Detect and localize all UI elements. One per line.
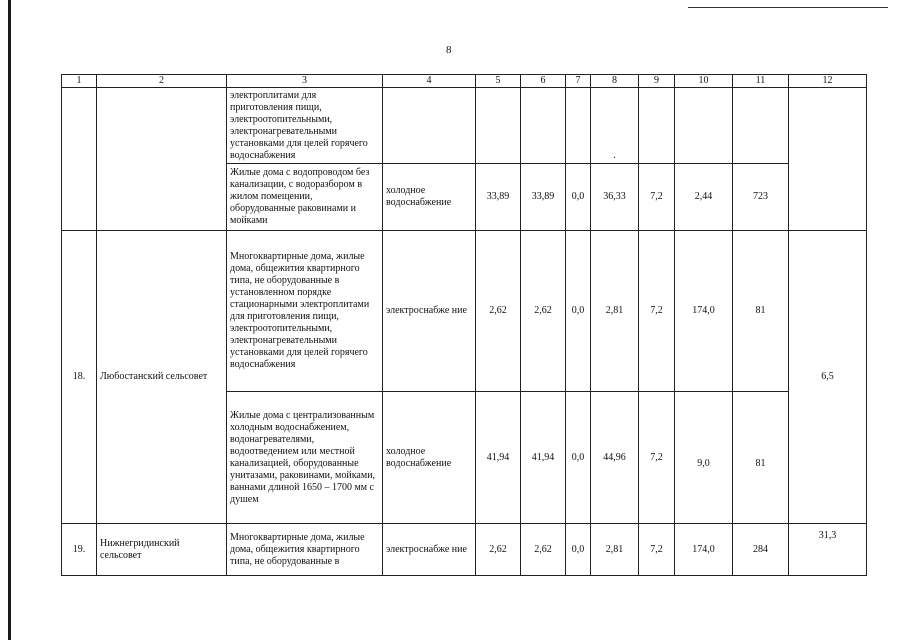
value-cell: 9,0	[675, 392, 733, 524]
header-cell: 1	[62, 75, 97, 88]
value-cell: 81	[733, 231, 789, 392]
value-cell: .	[591, 88, 639, 164]
value-cell	[675, 88, 733, 164]
housing-description: Жилые дома с водопроводом без канализации, с водоразбором в жилом помещении, оборудованные раковинами и мойками	[227, 164, 383, 231]
municipality-cell: Любостанский сельсовет	[97, 231, 227, 524]
header-cell: 12	[789, 75, 867, 88]
value-cell: 41,94	[476, 392, 521, 524]
row-number-cell: 19.	[62, 524, 97, 576]
housing-description: Многоквартирные дома, жилые дома, общежития квартирного типа, не оборудованные в	[227, 524, 383, 576]
value-cell: 2,81	[591, 231, 639, 392]
value-cell: 174,0	[675, 231, 733, 392]
header-cell: 11	[733, 75, 789, 88]
value-cell: 2,62	[476, 524, 521, 576]
header-cell: 4	[383, 75, 476, 88]
value-cell: 81	[733, 392, 789, 524]
value-cell	[566, 88, 591, 164]
municipality-cell	[97, 88, 227, 231]
value-cell: 7,2	[639, 231, 675, 392]
value-cell: 2,62	[476, 231, 521, 392]
value-cell: 0,0	[566, 392, 591, 524]
table-row	[62, 524, 867, 576]
value-cell	[476, 88, 521, 164]
housing-description: электроплитами для приготовления пищи, электроотопительными, электронагревательными установками для целей горячего водоснабжения	[227, 88, 383, 164]
header-cell: 7	[566, 75, 591, 88]
value-cell	[733, 88, 789, 164]
resource-cell: холодное водоснабжение	[383, 392, 476, 524]
header-cell: 5	[476, 75, 521, 88]
page-number: 8	[446, 44, 452, 56]
header-cell: 9	[639, 75, 675, 88]
tariff-table	[61, 74, 867, 576]
value-cell: 36,33	[591, 164, 639, 231]
value-cell: 33,89	[476, 164, 521, 231]
resource-cell: электроснабже ние	[383, 524, 476, 576]
value-cell: 2,81	[591, 524, 639, 576]
value-cell: 2,62	[521, 524, 566, 576]
value-cell: 7,2	[639, 524, 675, 576]
row-number-cell: 18.	[62, 231, 97, 524]
municipality-cell: Нижнегридинский сельсовет	[97, 524, 227, 576]
top-rule	[688, 7, 888, 8]
value-cell: 6,5	[789, 231, 867, 524]
header-cell: 8	[591, 75, 639, 88]
resource-cell: электроснабже ние	[383, 231, 476, 392]
row-number-cell	[62, 88, 97, 231]
header-cell: 6	[521, 75, 566, 88]
header-cell: 10	[675, 75, 733, 88]
value-cell: 44,96	[591, 392, 639, 524]
value-cell	[789, 88, 867, 231]
table-row	[62, 88, 867, 164]
resource-cell: холодное водоснабжение	[383, 164, 476, 231]
value-cell: 7,2	[639, 164, 675, 231]
value-cell: 0,0	[566, 231, 591, 392]
value-cell	[521, 88, 566, 164]
value-cell: 2,44	[675, 164, 733, 231]
table-row	[62, 231, 867, 392]
value-cell: 723	[733, 164, 789, 231]
value-cell: 174,0	[675, 524, 733, 576]
housing-description: Жилые дома с централизованным холодным водоснабжением, водонагревателями, водоотведением или местной канализацией, оборудованные унитазами, раковинами, мойками, ваннами длиной 1650 – 1700 мм с душем	[227, 392, 383, 524]
left-margin-rule	[8, 0, 11, 640]
value-cell: 2,62	[521, 231, 566, 392]
value-cell: 41,94	[521, 392, 566, 524]
header-row	[62, 75, 867, 88]
value-cell: 7,2	[639, 392, 675, 524]
header-cell: 2	[97, 75, 227, 88]
value-cell: 33,89	[521, 164, 566, 231]
value-cell: 31,3	[789, 524, 867, 576]
resource-cell	[383, 88, 476, 164]
housing-description: Многоквартирные дома, жилые дома, общежития квартирного типа, не оборудованные в установленном порядке стационарными электроплитами для приготовления пищи, электроотопительными, электронагревательными установками для целей горячего водоснабжения	[227, 231, 383, 392]
value-cell	[639, 88, 675, 164]
value-cell: 284	[733, 524, 789, 576]
header-cell: 3	[227, 75, 383, 88]
value-cell: 0,0	[566, 164, 591, 231]
value-cell: 0,0	[566, 524, 591, 576]
